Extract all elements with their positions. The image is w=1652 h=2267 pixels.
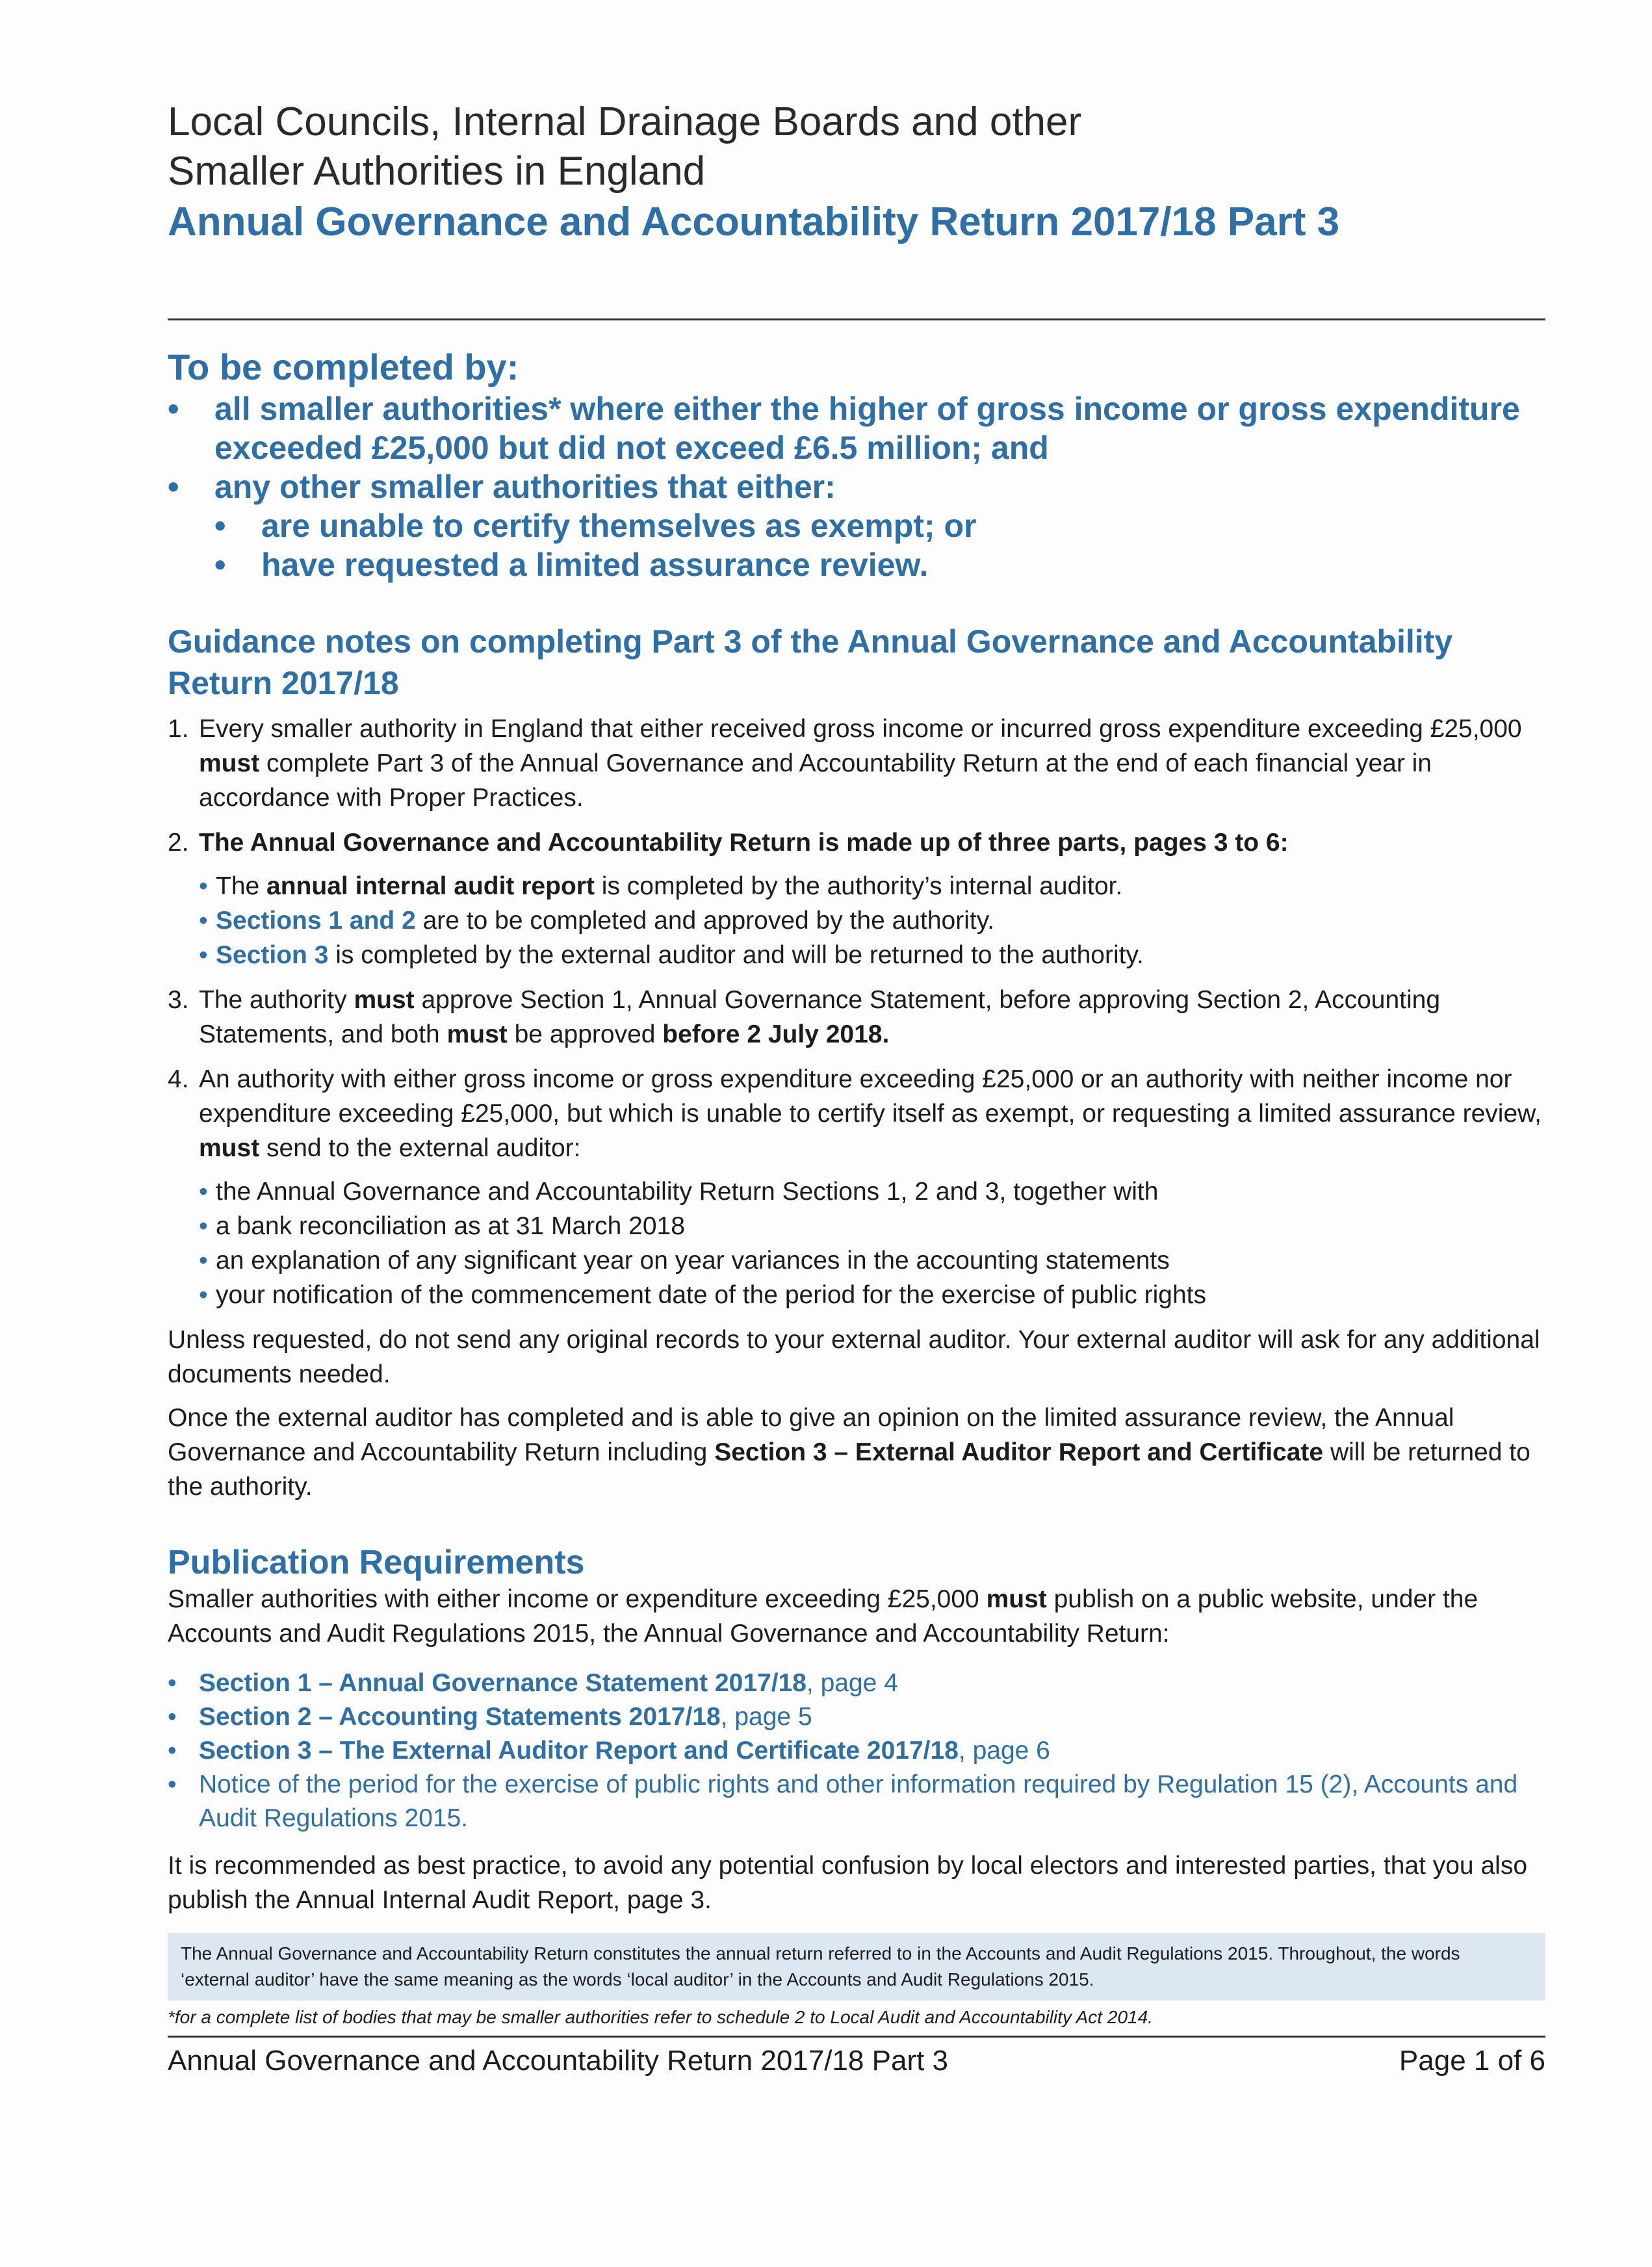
note-text: Every smaller authority in England that either received gross income or incurred gross expenditure exceeding £25,000: [199, 715, 1522, 743]
document-header: [168, 97, 1545, 248]
note-number: 4.: [168, 1065, 189, 1093]
note-text: The Annual Governance and Accountability Return is made up of three parts, pages 3 to 6:: [199, 829, 1289, 857]
to-be-completed-list: [168, 389, 1545, 584]
emphasis: must: [986, 1585, 1047, 1613]
document-page: [168, 97, 1545, 2079]
list-item: • have requested a limited assurance review.: [168, 545, 1545, 584]
item-text: Notice of the period for the exercise of public rights and other information required by Regulation 15 (2), Accounts and Audit Regulations 2015.: [199, 1770, 1518, 1832]
header-divider: [168, 318, 1545, 320]
emphasis: Section 2 – Accounting Statements 2017/18: [199, 1703, 721, 1731]
note-number: 2.: [168, 829, 189, 857]
original-records-paragraph: Unless requested, do not send any original records to your external auditor. Your external auditor will ask for any additional documents needed.: [168, 1326, 1540, 1388]
parts-list: [199, 869, 1545, 972]
item-text: , page 5: [720, 1703, 812, 1731]
emphasis: annual internal audit report: [266, 872, 595, 900]
list-item: [199, 903, 1545, 938]
to-be-completed-heading: To be completed by:: [168, 346, 519, 387]
para-text: publish on a public website, under the Accounts and Audit Regulations 2015, the Annual Governance and Accountability Return:: [168, 1585, 1478, 1648]
note-text: An authority with either gross income or gross expenditure exceeding £25,000 or an authority with neither income nor expenditure exceeding £25,000, but which is unable to certify itself as exempt, or requesting a limited assurance review,: [199, 1065, 1542, 1128]
list-item: • all smaller authorities* where either the higher of gross income or gross expenditure exceeded £25,000 but did not exceed £6.5 million; and: [168, 389, 1545, 467]
emphasis: Section 3 – External Auditor Report and Certificate: [714, 1438, 1324, 1466]
list-item: • the Annual Governance and Accountability Return Sections 1, 2 and 3, together with: [199, 1174, 1545, 1209]
emphasis: must: [199, 1134, 260, 1162]
guidance-note-1: [168, 712, 1545, 815]
document-title: Annual Governance and Accountability Return 2017/18 Part 3: [168, 200, 1340, 244]
emphasis: must: [446, 1020, 508, 1048]
recommendation-paragraph: It is recommended as best practice, to avoid any potential confusion by local electors and interested parties, that you also publish the Annual Internal Audit Report, page 3.: [168, 1852, 1528, 1914]
note-number: 3.: [168, 986, 189, 1014]
emphasis: before 2 July 2018.: [662, 1020, 890, 1048]
list-item: • a bank reconciliation as at 31 March 2018: [199, 1209, 1545, 1243]
list-item: [199, 938, 1545, 972]
list-item: [168, 1734, 1545, 1768]
note-text: be approved: [507, 1020, 663, 1048]
note-text: The authority: [199, 986, 354, 1014]
regulations-note-box: The Annual Governance and Accountability Return constitutes the annual return referred to in the Accounts and Audit Regulations 2015. Throughout, the words ‘external auditor’ have the same meaning as the words ‘local auditor’ in the Accounts and Audit Regulations 2015.: [168, 1933, 1545, 2001]
guidance-note-3: [168, 983, 1545, 1052]
para-text: Smaller authorities with either income or expenditure exceeding £25,000: [168, 1585, 987, 1613]
emphasis: Sections 1 and 2: [216, 907, 416, 935]
publication-heading: Publication Requirements: [168, 1544, 585, 1581]
guidance-heading: Guidance notes on completing Part 3 of the Annual Governance and Accountability Return 2017/18: [168, 623, 1453, 701]
list-item: • are unable to certify themselves as exempt; or: [168, 506, 1545, 545]
guidance-note-2: [168, 825, 1545, 972]
emphasis: must: [354, 986, 415, 1014]
list-item: • your notification of the commencement date of the period for the exercise of public rights: [199, 1278, 1545, 1312]
header-line-1: Local Councils, Internal Drainage Boards and other: [168, 99, 1082, 144]
para-text: will be returned to the authority.: [168, 1438, 1530, 1501]
item-text: is completed by the external auditor and will be returned to the authority.: [328, 941, 1144, 969]
item-text: are to be completed and approved by the authority.: [415, 907, 995, 935]
item-text: , page 4: [806, 1669, 898, 1697]
guidance-notes: [168, 712, 1545, 1312]
list-item: [168, 1666, 1545, 1700]
footnote: *for a complete list of bodies that may be smaller authorities refer to schedule 2 to Local Audit and Accountability Act 2014.: [168, 2007, 1153, 2027]
list-item: • any other smaller authorities that either:: [168, 467, 1545, 506]
publication-list: [168, 1666, 1545, 1835]
emphasis: Section 1 – Annual Governance Statement 2017/18: [199, 1669, 807, 1697]
emphasis: must: [199, 749, 260, 777]
note-text: complete Part 3 of the Annual Governance and Accountability Return at the end of each financial year in accordance with Proper Practices.: [199, 749, 1432, 812]
page-footer: [168, 2043, 1545, 2079]
para-text: Once the external auditor has completed and is able to give an opinion on the limited assurance review, the Annual Governance and Accountability Return including: [168, 1404, 1454, 1466]
list-item: [168, 1768, 1545, 1835]
note-text: send to the external auditor:: [259, 1134, 581, 1162]
note-number: 1.: [168, 715, 189, 743]
emphasis: Section 3: [216, 941, 329, 969]
submission-list: [199, 1174, 1545, 1312]
item-text: is completed by the authority’s internal auditor.: [594, 872, 1123, 900]
item-text: , page 6: [958, 1737, 1050, 1765]
return-paragraph: [168, 1401, 1545, 1504]
item-text: The: [216, 872, 267, 900]
page-number: Page 1 of 6: [1399, 2045, 1545, 2077]
footer-divider: [168, 2036, 1545, 2038]
list-item: • an explanation of any significant year on year variances in the accounting statements: [199, 1243, 1545, 1278]
guidance-note-4: [168, 1062, 1545, 1312]
footer-title: Annual Governance and Accountability Return 2017/18 Part 3: [168, 2045, 949, 2077]
list-item: [168, 1700, 1545, 1734]
note-text: approve Section 1, Annual Governance Statement, before approving Section 2, Accounting Statements, and both: [199, 986, 1441, 1048]
list-item: [199, 869, 1545, 903]
emphasis: Section 3 – The External Auditor Report and Certificate 2017/18: [199, 1737, 959, 1765]
header-line-2: Smaller Authorities in England: [168, 149, 706, 194]
publication-intro: [168, 1582, 1545, 1651]
